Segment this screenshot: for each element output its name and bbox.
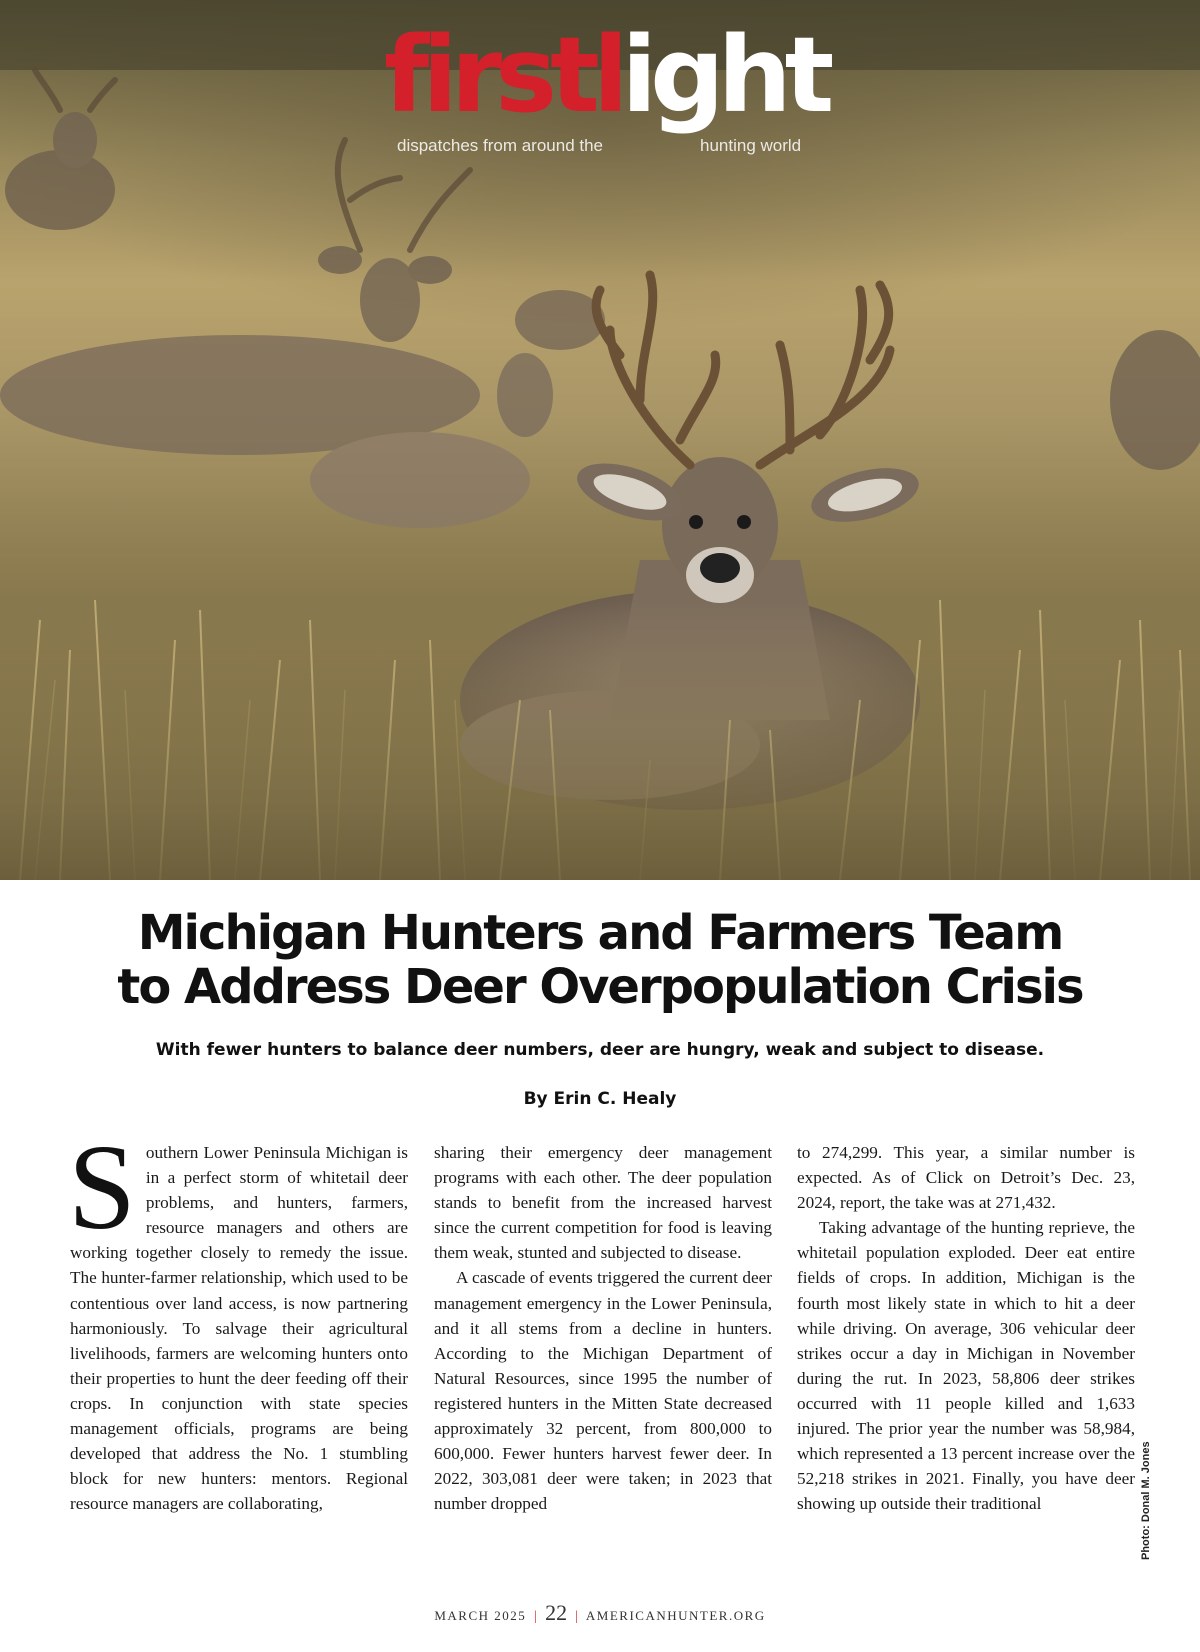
logo-l: l <box>592 14 622 136</box>
paragraph: sharing their emergency deer management programs with each other. The deer population stands to benefit from the increased harvest since the current competition for food is leaving them weak, stunted and subjected to disease. <box>434 1143 772 1263</box>
tagline-left: dispatches from around the <box>397 136 604 155</box>
body-column-2 <box>434 1140 772 1516</box>
paragraph: A cascade of events triggered the current deer management emergency in the Lower Peninsula, and it all stems from a decline in hunters. According to the Michigan Department of Natural Resources, since 1995 the number of registered hunters in the Mitten State decreased approximately 32 percent, from 800,000 to 600,000. Fewer hunters harvest fewer deer. In 2022, 303,081 deer were taken; in 2023 that number dropped <box>434 1268 772 1514</box>
paragraph: Taking advantage of the hunting reprieve, the whitetail population exploded. Deer eat entire fields of crops. In addition, Michigan is the fourth most likely state in which to hit a deer while driving. On average, 306 vehicular deer strikes occur a day in Michigan in November during the rut. In 2023, 58,806 deer strikes occurred with 11 people killed and 1,633 injured. The prior year the number was 58,984, which represented a 13 percent increase over the 52,218 strikes in 2021. Finally, you have deer showing up outside their traditional <box>797 1218 1135 1514</box>
page-footer <box>0 1600 1200 1626</box>
headline-line-1: Michigan Hunters and Farmers Team <box>137 905 1063 961</box>
logo-wordmark <box>384 14 828 136</box>
logo-ight: ight <box>621 14 828 136</box>
paragraph-text: outhern Lower Peninsula Michigan is in a perfect storm of whitetail deer problems, and hunters, farmers, resource managers and others are working together closely to remedy the issue. The hunter-farmer relationship, which used to be contentious over land access, is now partnering harmoniously. To salvage their agricultural livelihoods, farmers are welcoming hunters onto their properties to hunt the deer feeding off their crops. In conjunction with state species management officials, programs are being developed that address the No. 1 stumbling block for new hunters: mentors. Regional resource managers are collaborating, <box>70 1143 408 1514</box>
footer-separator: | <box>534 1609 538 1624</box>
drop-cap: S <box>68 1120 136 1255</box>
photo-credit: Photo: Donal M. Jones <box>1140 1441 1152 1560</box>
body-column-1 <box>68 1120 408 1516</box>
page-number: 22 <box>545 1600 568 1625</box>
article-deck: With fewer hunters to balance deer numbers, deer are hungry, weak and subject to disease. <box>155 1040 1045 1060</box>
article-byline: By Erin C. Healy <box>523 1089 677 1109</box>
paragraph: to 274,299. This year, a similar number is expected. As of Click on Detroit’s Dec. 23, 2024, report, the take was at 271,432. <box>797 1143 1135 1213</box>
tagline-right: hunting world <box>700 136 802 155</box>
body-column-3 <box>797 1140 1135 1516</box>
website-url: AMERICANHUNTER.ORG <box>585 1608 766 1623</box>
footer-separator: | <box>575 1609 578 1624</box>
masthead-logo <box>384 14 828 155</box>
headline-line-2: to Address Deer Overpopulation Crisis <box>117 959 1083 1015</box>
issue-date: MARCH 2025 <box>434 1608 527 1623</box>
article-headline <box>40 906 1160 1014</box>
logo-first: first <box>384 14 593 136</box>
paragraph <box>68 1120 408 1516</box>
